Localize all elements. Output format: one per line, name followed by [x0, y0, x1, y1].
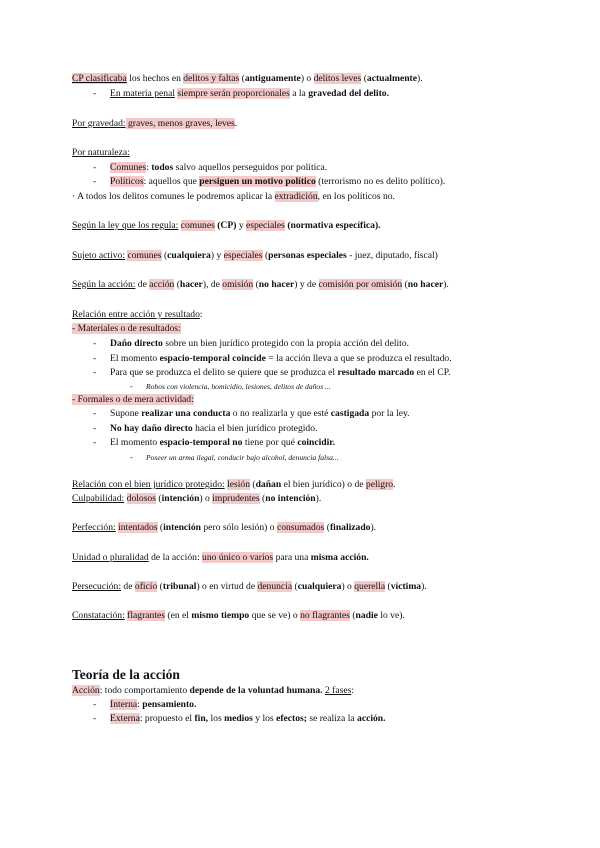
- text: en el CP.: [414, 367, 451, 378]
- text: pero sólo lesión) o: [200, 522, 277, 533]
- term-resultado-marcado: resultado marcado: [337, 367, 415, 378]
- text: (en el: [165, 610, 192, 621]
- text: ).: [417, 73, 423, 84]
- text: los: [208, 713, 225, 724]
- term-no-hacer: no hacer: [258, 279, 295, 290]
- line-materia-penal: [110, 87, 540, 100]
- term-peligro: peligro: [365, 479, 394, 490]
- term-voluntad-humana: depende de la voluntad humana.: [189, 685, 323, 696]
- term-segun-ley: Según la ley que los regula:: [72, 220, 179, 231]
- term-cp-clasificaba: CP clasificaba: [72, 73, 127, 84]
- text: (: [253, 279, 259, 290]
- term-efectos: efectos;: [276, 713, 307, 724]
- bullet: -: [93, 88, 97, 99]
- line-segun-ley: [72, 219, 540, 232]
- line-ejemplo-formales: Poseer un arma ilegal, conducir bajo alcohol, denuncia falsa...: [146, 453, 339, 462]
- text: Para que se produzca el delito se quiere que se produzca el: [110, 367, 338, 378]
- term-imprudentes: imprudentes: [212, 493, 260, 504]
- line-formales: [72, 393, 540, 406]
- term-accion-final: acción.: [357, 713, 386, 724]
- text: - juez, diputado, fiscal): [346, 250, 438, 261]
- term-delitos-leves: delitos leves: [313, 73, 362, 84]
- line-sujeto-activo: [72, 249, 540, 262]
- term-victima: víctima: [390, 581, 422, 592]
- bullet: -: [93, 437, 97, 448]
- text: El momento: [110, 437, 160, 448]
- term-mismo-tiempo: mismo tiempo: [191, 610, 250, 621]
- term-constatacion: Constatación:: [72, 610, 125, 621]
- term-antiguamente: antiguamente: [244, 73, 301, 84]
- term-comunes: comunes: [180, 220, 215, 231]
- text: ) o en virtud de: [196, 581, 258, 592]
- term-materiales: - Materiales o de resultados:: [72, 323, 181, 334]
- term-no-hay-dano: No hay daño directo: [110, 423, 193, 434]
- term-pensamiento: pensamiento.: [142, 699, 197, 710]
- term-segun-accion: Según la acción:: [72, 279, 136, 290]
- term-espacio-temporal: espacio-temporal coincide: [159, 353, 266, 364]
- line-interna: [110, 698, 540, 711]
- text: = la acción lleva a que se produzca el resultado.: [265, 353, 452, 364]
- term-realizar-conducta: realizar una conducta: [141, 408, 231, 419]
- term-oficio: oficio: [134, 581, 158, 592]
- term-accion: acción: [149, 279, 175, 290]
- term-accion: Acción: [72, 685, 100, 696]
- text: , en los políticos no.: [317, 191, 395, 202]
- term-normativa: (normativa específica).: [287, 220, 381, 231]
- text: : todo comportamiento: [99, 685, 190, 696]
- term-consumados: consumados: [276, 522, 325, 533]
- term-espacio-temporal-no: espacio-temporal no: [159, 437, 243, 448]
- text: ).: [421, 581, 427, 592]
- term-hacer: hacer: [179, 279, 203, 290]
- bullet: -: [130, 453, 133, 462]
- term-graves: graves, menos graves, leves: [125, 118, 235, 129]
- term-por-naturaleza: Por naturaleza:: [72, 147, 130, 158]
- term-cualquiera: cualquiera: [167, 250, 211, 261]
- term-interna: Interna: [110, 699, 138, 710]
- text: o no realizarla y que esté: [230, 408, 331, 419]
- line-extradicion: [72, 190, 540, 203]
- term-misma-accion: misma acción.: [310, 552, 369, 563]
- text: (: [324, 522, 330, 533]
- text: y: [236, 220, 247, 231]
- text: (: [385, 581, 391, 592]
- line-por-naturaleza: [72, 146, 540, 159]
- term-formales: - Formales o de mera actividad:: [72, 394, 194, 405]
- term-especiales: especiales: [246, 220, 285, 231]
- term-unidad-pluralidad: Unidad o pluralidad: [72, 552, 149, 563]
- term-especiales: especiales: [223, 250, 263, 261]
- bullet: -: [93, 162, 97, 173]
- text: :: [199, 309, 203, 320]
- text: (: [174, 279, 180, 290]
- text: (: [157, 522, 164, 533]
- bullet: -: [93, 408, 97, 419]
- text: ) o: [199, 493, 213, 504]
- line-momento-coincide: [110, 352, 540, 365]
- term-extradicion: extradición: [274, 191, 318, 202]
- term-2-fases: 2 fases: [324, 685, 352, 696]
- text: los hechos en: [126, 73, 184, 84]
- text: lo ve).: [377, 610, 405, 621]
- text: sobre un bien jurídico protegido con la propia acción del delito.: [162, 338, 410, 349]
- term-castigada: castigada: [330, 408, 370, 419]
- text: ).: [370, 522, 377, 533]
- text: (: [361, 73, 367, 84]
- line-resultado-marcado: [110, 366, 540, 379]
- text: El momento: [110, 353, 160, 364]
- term-comunes: Comunes: [110, 162, 147, 173]
- bullet: -: [93, 699, 97, 710]
- text: ), de: [202, 279, 223, 290]
- text: y los: [252, 713, 277, 724]
- term-finalizado: finalizado: [329, 522, 371, 533]
- term-no-flagrantes: no flagrantes: [300, 610, 350, 621]
- line-dano-directo: [110, 337, 540, 350]
- bullet: -: [93, 367, 97, 378]
- term-medios: medios: [224, 713, 253, 724]
- term-no-hacer: no hacer: [407, 279, 444, 290]
- term-denuncia: denuncia: [257, 581, 293, 592]
- term-comunes: comunes: [127, 250, 162, 261]
- text: salvo aquellos perseguidos por política.: [173, 162, 328, 173]
- term-proporcionales: siempre serán proporcionales: [177, 88, 290, 99]
- text: (: [239, 73, 245, 84]
- line-no-coincidir: [110, 436, 540, 449]
- term-intentados: intentados: [118, 522, 158, 533]
- term-perfeccion: Perfección:: [72, 522, 116, 533]
- text: de la acción:: [148, 552, 203, 563]
- term-querella: querella: [354, 581, 386, 592]
- bullet: -: [93, 338, 97, 349]
- text: de: [135, 279, 150, 290]
- term-motivo-politico: persiguen un motivo político: [199, 176, 316, 187]
- term-por-gravedad: Por gravedad:: [72, 118, 126, 129]
- term-coincidir: coincidir.: [297, 437, 336, 448]
- text: (: [250, 479, 256, 490]
- term-materia-penal: En materia penal: [110, 88, 175, 99]
- line-realizar-conducta: [110, 407, 540, 420]
- text: (terrorismo no es delito político).: [315, 176, 446, 187]
- term-danan: dañan: [255, 479, 282, 490]
- line-politicos: [110, 175, 540, 188]
- line-externa: [110, 712, 540, 725]
- term-cualquiera: cualquiera: [297, 581, 342, 592]
- text: (: [161, 250, 168, 261]
- bullet: -: [93, 353, 97, 364]
- term-lesion: lesión: [227, 479, 250, 490]
- text: : propuesto el: [139, 713, 195, 724]
- text: (: [155, 493, 162, 504]
- term-sujeto-activo: Sujeto activo:: [72, 250, 126, 261]
- term-persecucion: Persecución:: [72, 581, 122, 592]
- text: (: [349, 610, 356, 621]
- text: a la: [289, 88, 309, 99]
- bullet: -: [93, 176, 97, 187]
- term-gravedad: gravedad del delito.: [308, 88, 389, 99]
- text: Supone: [110, 408, 142, 419]
- line-unidad: [72, 551, 540, 564]
- term-relacion-accion-resultado: Relación entre acción y resultado: [72, 309, 200, 320]
- line-relacion-accion: [72, 308, 540, 321]
- line-comunes: [110, 161, 540, 174]
- line-segun-accion: [72, 278, 540, 291]
- text: .: [393, 479, 396, 490]
- text: (: [262, 250, 269, 261]
- text: ) o: [300, 73, 314, 84]
- text: (: [259, 493, 266, 504]
- text: : aquellos que: [143, 176, 200, 187]
- text: se realiza la: [306, 713, 358, 724]
- text: · A todos los delitos comunes le podremos aplicar la: [72, 191, 275, 202]
- text: :: [351, 685, 354, 696]
- text: ) y: [210, 250, 224, 261]
- line-no-dano: [110, 422, 540, 435]
- text: :: [146, 162, 152, 173]
- term-flagrantes: flagrantes: [127, 610, 165, 621]
- line-ejemplo-materiales: Robos con violencia, homicidio, lesiones, delitos de daños ...: [146, 382, 331, 391]
- line-perfeccion: [72, 521, 540, 534]
- term-no-intencion: no intención: [265, 493, 316, 504]
- text: ) y de: [294, 279, 319, 290]
- line-accion: [72, 684, 540, 697]
- term-fin: fin,: [194, 713, 209, 724]
- term-personas-especiales: personas especiales: [268, 250, 347, 261]
- term-tribunal: tribunal: [162, 581, 197, 592]
- line-persecucion: [72, 580, 540, 593]
- text: .: [234, 118, 238, 129]
- text: el bien jurídico) o de: [281, 479, 366, 490]
- text: (: [292, 581, 298, 592]
- line-constatacion: [72, 609, 540, 622]
- term-externa: Externa: [110, 713, 140, 724]
- bullet: -: [93, 713, 97, 724]
- line-por-gravedad: [72, 117, 540, 130]
- term-uno-o-varios: uno único o varios: [202, 552, 274, 563]
- term-nadie: nadie: [355, 610, 378, 621]
- line-materiales: [72, 322, 540, 335]
- text: tiene por qué: [242, 437, 298, 448]
- term-dano-directo: Daño directo: [110, 338, 163, 349]
- bullet: -: [93, 423, 97, 434]
- term-politicos: Políticos: [110, 176, 144, 187]
- term-delitos-y-faltas: delitos y faltas: [183, 73, 240, 84]
- term-intencion: intención: [163, 522, 201, 533]
- line-cp-clasificacion: [72, 72, 540, 85]
- text: que se ve) o: [249, 610, 301, 621]
- line-culpabilidad: [72, 492, 540, 505]
- line-relacion-bien: [72, 478, 540, 491]
- text: (: [157, 581, 163, 592]
- text: para una: [273, 552, 311, 563]
- term-actualmente: actualmente: [366, 73, 417, 84]
- term-comision-por-omision: comisión por omisión: [318, 279, 403, 290]
- term-omision: omisión: [222, 279, 254, 290]
- text: :: [137, 699, 143, 710]
- section-heading: Teoría de la acción: [72, 667, 180, 682]
- text: (: [402, 279, 408, 290]
- text: ).: [315, 493, 322, 504]
- text: por la ley.: [369, 408, 410, 419]
- term-cp: (CP): [217, 220, 237, 231]
- text: de: [121, 581, 135, 592]
- term-relacion-bien-juridico: Relación con el bien jurídico protegido:: [72, 479, 225, 490]
- bullet: -: [130, 382, 133, 391]
- term-todos: todos: [151, 162, 174, 173]
- term-dolosos: dolosos: [126, 493, 156, 504]
- term-culpabilidad: Culpabilidad:: [72, 493, 125, 504]
- text: hacia el bien jurídico protegido.: [192, 423, 318, 434]
- text: ) o: [341, 581, 355, 592]
- text: ).: [443, 279, 449, 290]
- term-intencion: intención: [161, 493, 200, 504]
